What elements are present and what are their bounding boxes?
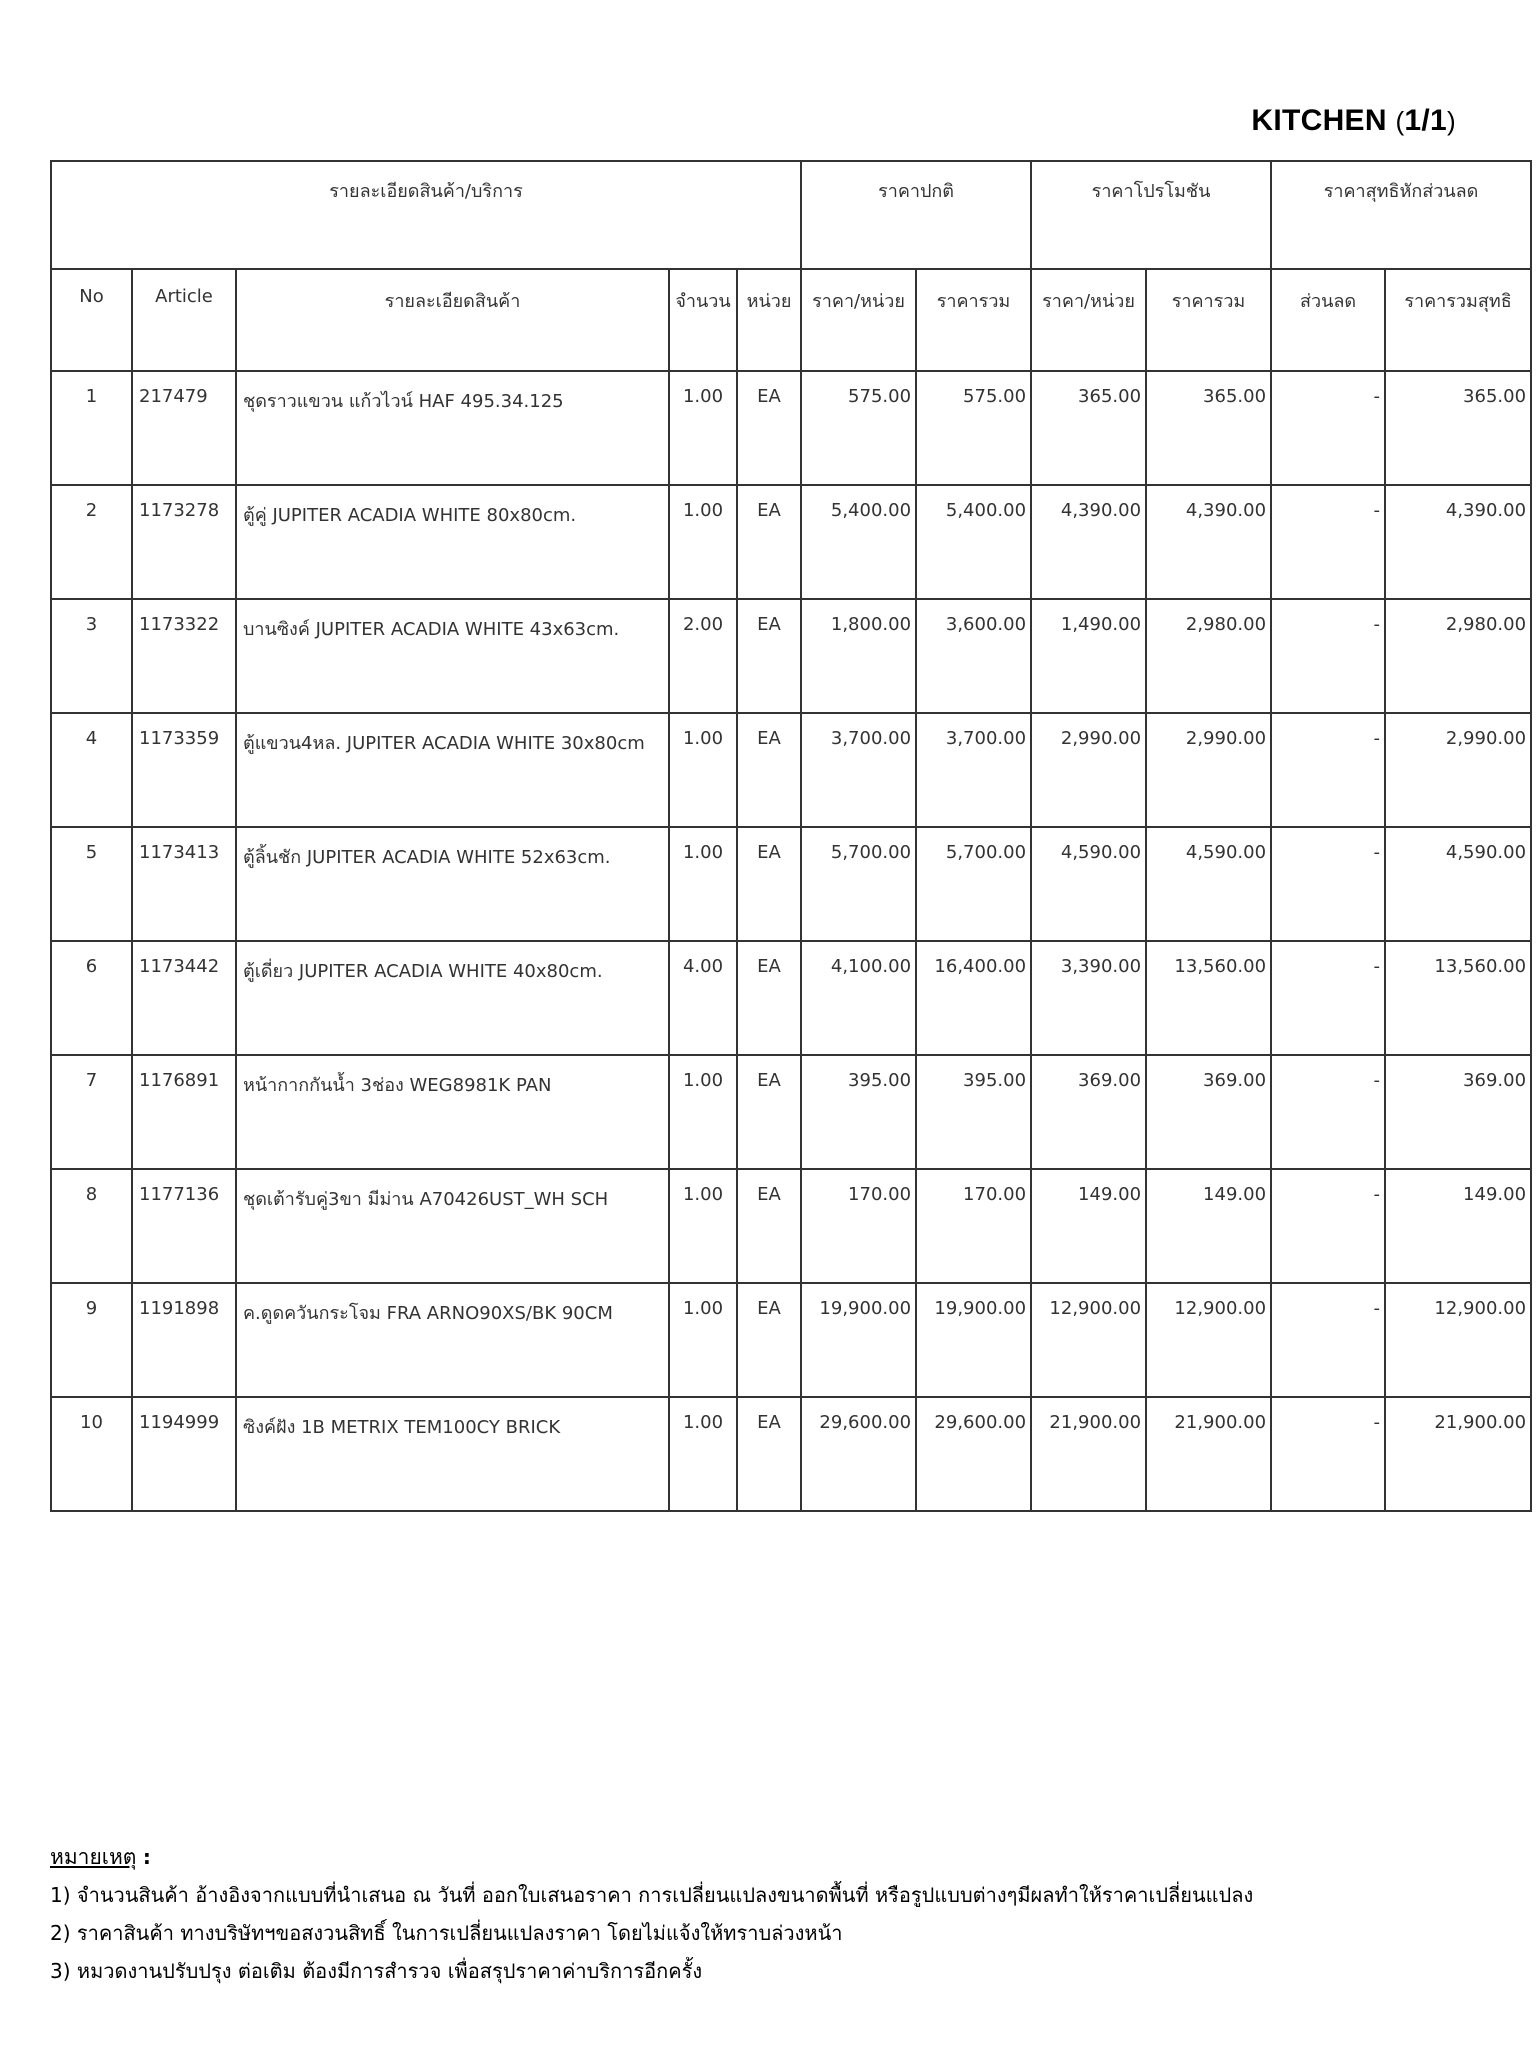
cell-discount: - (1271, 1055, 1385, 1169)
cell-no: 4 (51, 713, 132, 827)
table-row (51, 599, 1531, 713)
cell-description: ซิงค์ฝัง 1B METRIX TEM100CY BRICK (236, 1397, 669, 1511)
cell-article: 1191898 (132, 1283, 236, 1397)
cell-qty: 1.00 (669, 713, 737, 827)
cell-promo-unit-price: 4,390.00 (1031, 485, 1146, 599)
cell-net-total: 21,900.00 (1385, 1397, 1531, 1511)
cell-normal-unit-price: 29,600.00 (801, 1397, 916, 1511)
cell-normal-unit-price: 19,900.00 (801, 1283, 916, 1397)
cell-article: 1173278 (132, 485, 236, 599)
column-header-qty: จำนวน (669, 269, 737, 371)
cell-net-total: 12,900.00 (1385, 1283, 1531, 1397)
quotation-table-wrapper (50, 160, 1527, 1438)
cell-description: ค.ดูดควันกระโจม FRA ARNO90XS/BK 90CM (236, 1283, 669, 1397)
cell-net-total: 4,390.00 (1385, 485, 1531, 599)
cell-normal-total: 3,700.00 (916, 713, 1031, 827)
column-header-article: Article (132, 269, 236, 371)
cell-description: ตู้คู่ JUPITER ACADIA WHITE 80x80cm. (236, 485, 669, 599)
cell-qty: 4.00 (669, 941, 737, 1055)
cell-no: 9 (51, 1283, 132, 1397)
table-row (51, 1397, 1531, 1511)
cell-normal-total: 3,600.00 (916, 599, 1031, 713)
cell-promo-unit-price: 4,590.00 (1031, 827, 1146, 941)
cell-unit: EA (737, 713, 801, 827)
cell-normal-total: 395.00 (916, 1055, 1031, 1169)
cell-promo-unit-price: 1,490.00 (1031, 599, 1146, 713)
cell-no: 6 (51, 941, 132, 1055)
cell-promo-unit-price: 12,900.00 (1031, 1283, 1146, 1397)
cell-normal-unit-price: 575.00 (801, 371, 916, 485)
cell-promo-total: 369.00 (1146, 1055, 1271, 1169)
cell-no: 5 (51, 827, 132, 941)
cell-description: ตู้แขวน4หล. JUPITER ACADIA WHITE 30x80cm (236, 713, 669, 827)
column-header-normal-total: ราคารวม (916, 269, 1031, 371)
column-header-unit: หน่วย (737, 269, 801, 371)
cell-promo-total: 13,560.00 (1146, 941, 1271, 1055)
notes-heading: หมายเหตุ (50, 1845, 137, 1869)
column-header-no: No (51, 269, 132, 371)
notes-colon: : (142, 1845, 151, 1869)
cell-description: ชุดเต้ารับคู่3ขา มีม่าน A70426UST_WH SCH (236, 1169, 669, 1283)
cell-normal-total: 170.00 (916, 1169, 1031, 1283)
title-text: KITCHEN (1251, 104, 1387, 137)
cell-promo-total: 4,590.00 (1146, 827, 1271, 941)
column-header-discount: ส่วนลด (1271, 269, 1385, 371)
cell-unit: EA (737, 599, 801, 713)
group-header-details: รายละเอียดสินค้า/บริการ (51, 161, 801, 269)
table-row (51, 1055, 1531, 1169)
note-item: 1) จำนวนสินค้า อ้างอิงจากแบบที่นำเสนอ ณ วันที่ ออกใบเสนอราคา การเปลี่ยนแปลงขนาดพื้นที่ หรือรูปแบบต่างๆมีผลทำให้ราคาเปลี่ยนแปลง (50, 1883, 1254, 1907)
cell-normal-unit-price: 5,400.00 (801, 485, 916, 599)
cell-article: 1173322 (132, 599, 236, 713)
cell-description: บานซิงค์ JUPITER ACADIA WHITE 43x63cm. (236, 599, 669, 713)
note-item: 2) ราคาสินค้า ทางบริษัทฯขอสงวนสิทธิ์ ในการเปลี่ยนแปลงราคา โดยไม่แจ้งให้ทราบล่วงหน้า (50, 1921, 843, 1945)
cell-discount: - (1271, 827, 1385, 941)
cell-discount: - (1271, 1169, 1385, 1283)
cell-unit: EA (737, 827, 801, 941)
cell-no: 8 (51, 1169, 132, 1283)
cell-normal-unit-price: 395.00 (801, 1055, 916, 1169)
column-header-promo-unit-price: ราคา/หน่วย (1031, 269, 1146, 371)
cell-normal-total: 29,600.00 (916, 1397, 1031, 1511)
cell-qty: 2.00 (669, 599, 737, 713)
cell-unit: EA (737, 1055, 801, 1169)
column-header-normal-unit-price: ราคา/หน่วย (801, 269, 916, 371)
cell-normal-unit-price: 170.00 (801, 1169, 916, 1283)
cell-net-total: 369.00 (1385, 1055, 1531, 1169)
cell-description: ตู้ลิ้นชัก JUPITER ACADIA WHITE 52x63cm. (236, 827, 669, 941)
cell-unit: EA (737, 1397, 801, 1511)
column-header-description: รายละเอียดสินค้า (236, 269, 669, 371)
cell-normal-total: 19,900.00 (916, 1283, 1031, 1397)
cell-promo-unit-price: 2,990.00 (1031, 713, 1146, 827)
cell-promo-total: 21,900.00 (1146, 1397, 1271, 1511)
cell-article: 1177136 (132, 1169, 236, 1283)
notes-heading-line (50, 1838, 1253, 1876)
column-header-promo-total: ราคารวม (1146, 269, 1271, 371)
table-row (51, 1283, 1531, 1397)
cell-normal-total: 5,700.00 (916, 827, 1031, 941)
cell-normal-unit-price: 1,800.00 (801, 599, 916, 713)
table-row (51, 1169, 1531, 1283)
cell-promo-unit-price: 369.00 (1031, 1055, 1146, 1169)
cell-qty: 1.00 (669, 1055, 737, 1169)
cell-promo-total: 365.00 (1146, 371, 1271, 485)
cell-no: 7 (51, 1055, 132, 1169)
cell-unit: EA (737, 485, 801, 599)
cell-article: 1176891 (132, 1055, 236, 1169)
title-paren-open: ( (1395, 106, 1405, 136)
group-header-row (51, 161, 1531, 269)
notes-section (50, 1838, 1253, 1990)
cell-net-total: 365.00 (1385, 371, 1531, 485)
quotation-table (50, 160, 1532, 1512)
cell-net-total: 2,980.00 (1385, 599, 1531, 713)
cell-promo-unit-price: 365.00 (1031, 371, 1146, 485)
cell-promo-unit-price: 3,390.00 (1031, 941, 1146, 1055)
cell-article: 1173359 (132, 713, 236, 827)
cell-description: ชุดราวแขวน แก้วไวน์ HAF 495.34.125 (236, 371, 669, 485)
cell-normal-unit-price: 5,700.00 (801, 827, 916, 941)
title-paren-close: ) (1447, 106, 1456, 136)
table-row (51, 941, 1531, 1055)
cell-normal-total: 575.00 (916, 371, 1031, 485)
cell-discount: - (1271, 713, 1385, 827)
cell-unit: EA (737, 371, 801, 485)
cell-qty: 1.00 (669, 1169, 737, 1283)
cell-net-total: 13,560.00 (1385, 941, 1531, 1055)
group-header-net-price: ราคาสุทธิหักส่วนลด (1271, 161, 1531, 269)
cell-qty: 1.00 (669, 827, 737, 941)
cell-article: 1173413 (132, 827, 236, 941)
cell-net-total: 2,990.00 (1385, 713, 1531, 827)
cell-qty: 1.00 (669, 485, 737, 599)
cell-unit: EA (737, 1283, 801, 1397)
cell-qty: 1.00 (669, 1397, 737, 1511)
document-title (1251, 104, 1456, 138)
note-item: 3) หมวดงานปรับปรุง ต่อเติม ต้องมีการสำรวจ เพื่อสรุปราคาค่าบริการอีกครั้ง (50, 1959, 703, 1983)
cell-promo-total: 12,900.00 (1146, 1283, 1271, 1397)
cell-promo-unit-price: 149.00 (1031, 1169, 1146, 1283)
cell-no: 10 (51, 1397, 132, 1511)
cell-unit: EA (737, 941, 801, 1055)
cell-discount: - (1271, 1283, 1385, 1397)
cell-discount: - (1271, 371, 1385, 485)
cell-no: 3 (51, 599, 132, 713)
column-header-net-total: ราคารวมสุทธิ (1385, 269, 1531, 371)
table-body (51, 371, 1531, 1511)
cell-article: 1173442 (132, 941, 236, 1055)
cell-discount: - (1271, 941, 1385, 1055)
cell-promo-unit-price: 21,900.00 (1031, 1397, 1146, 1511)
cell-article: 217479 (132, 371, 236, 485)
cell-promo-total: 2,990.00 (1146, 713, 1271, 827)
table-row (51, 485, 1531, 599)
cell-normal-unit-price: 4,100.00 (801, 941, 916, 1055)
table-row (51, 713, 1531, 827)
group-header-promo-price: ราคาโปรโมชัน (1031, 161, 1271, 269)
cell-normal-total: 5,400.00 (916, 485, 1031, 599)
cell-discount: - (1271, 599, 1385, 713)
cell-discount: - (1271, 1397, 1385, 1511)
cell-net-total: 4,590.00 (1385, 827, 1531, 941)
table-row (51, 371, 1531, 485)
cell-promo-total: 4,390.00 (1146, 485, 1271, 599)
cell-no: 2 (51, 485, 132, 599)
cell-promo-total: 2,980.00 (1146, 599, 1271, 713)
cell-promo-total: 149.00 (1146, 1169, 1271, 1283)
cell-discount: - (1271, 485, 1385, 599)
cell-normal-unit-price: 3,700.00 (801, 713, 916, 827)
cell-net-total: 149.00 (1385, 1169, 1531, 1283)
cell-description: หน้ากากกันน้ำ 3ช่อง WEG8981K PAN (236, 1055, 669, 1169)
title-page: 1/1 (1404, 104, 1448, 137)
cell-unit: EA (737, 1169, 801, 1283)
cell-no: 1 (51, 371, 132, 485)
cell-normal-total: 16,400.00 (916, 941, 1031, 1055)
table-row (51, 827, 1531, 941)
cell-qty: 1.00 (669, 371, 737, 485)
group-header-normal-price: ราคาปกติ (801, 161, 1031, 269)
cell-article: 1194999 (132, 1397, 236, 1511)
cell-description: ตู้เดี่ยว JUPITER ACADIA WHITE 40x80cm. (236, 941, 669, 1055)
column-header-row (51, 269, 1531, 371)
cell-qty: 1.00 (669, 1283, 737, 1397)
